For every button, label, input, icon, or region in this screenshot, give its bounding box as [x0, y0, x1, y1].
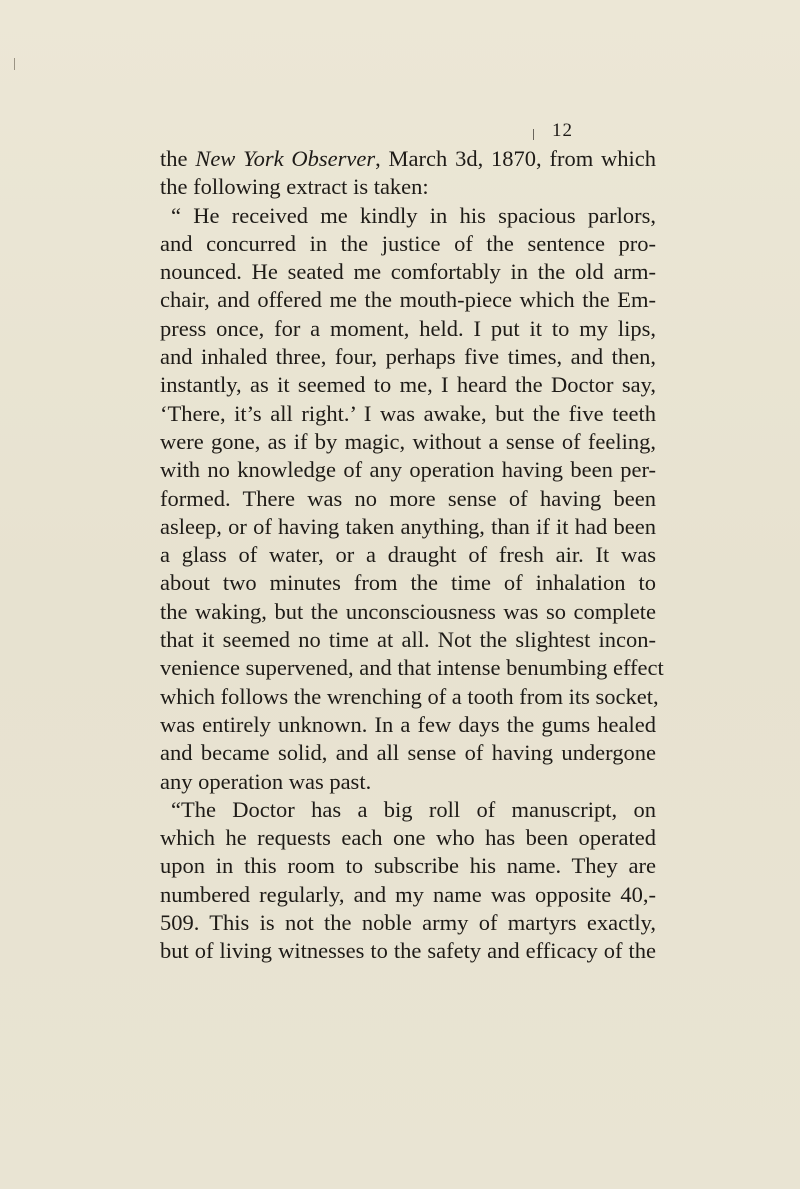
quote-line: asleep, or of having taken anything, than if it had been: [160, 513, 656, 539]
scan-mark: [533, 129, 534, 140]
quote-line: about two minutes from the time of inhalation to: [160, 570, 656, 596]
quote-line: any operation was past.: [160, 768, 372, 794]
quote-line: and became solid, and all sense of having undergone: [160, 740, 656, 766]
quote-line: that it seemed no time at all. Not the slightest incon-: [160, 627, 656, 653]
quote-line: chair, and offered me the mouth-piece which the Em-: [160, 287, 656, 313]
quote-line: ‘There, it’s all right.’ I was awake, but the five teeth: [160, 400, 656, 426]
body-text: [160, 145, 664, 966]
page-number: 12: [552, 120, 573, 141]
intro-text: the: [160, 146, 196, 171]
quote-line: was entirely unknown. In a few days the gums healed: [160, 711, 656, 737]
quote-line: the waking, but the unconsciousness was so complete: [160, 598, 656, 624]
quote-line: with no knowledge of any operation having been per-: [160, 457, 656, 483]
quote-line: and inhaled three, four, perhaps five times, and then,: [160, 344, 656, 370]
quote-line: press once, for a moment, held. I put it to my lips,: [160, 315, 656, 341]
intro-text: , March 3d, 1870, from which: [375, 146, 656, 171]
quote-line: and concurred in the justice of the sentence pro-: [160, 230, 656, 256]
second-paragraph-line: 509. This is not the noble army of martyrs exactly,: [160, 910, 656, 936]
second-paragraph-line: which he requests each one who has been operated: [160, 825, 656, 851]
intro-line: [160, 145, 656, 173]
quote-line: nounced. He seated me comfortably in the old arm-: [160, 259, 656, 285]
quote-line: “ He received me kindly in his spacious parlors,: [171, 202, 656, 228]
second-paragraph-line: numbered regularly, and my name was opposite 40,-: [160, 881, 656, 907]
scan-mark: [14, 58, 15, 70]
intro-line: the following extract is taken:: [160, 174, 429, 200]
quote-line: were gone, as if by magic, without a sense of feeling,: [160, 428, 656, 454]
quote-line: formed. There was no more sense of having been: [160, 485, 656, 511]
second-paragraph-line: “The Doctor has a big roll of manuscript, on: [171, 796, 656, 822]
quote-line: venience supervened, and that intense benumbing effect: [160, 655, 664, 681]
publication-title: New York Observer: [195, 146, 376, 171]
quote-line: a glass of water, or a draught of fresh air. It was: [160, 542, 656, 568]
second-paragraph-line: but of living witnesses to the safety and efficacy of the: [160, 938, 656, 964]
second-paragraph-line: upon in this room to subscribe his name. They are: [160, 853, 656, 879]
quote-line: which follows the wrenching of a tooth from its socket,: [160, 683, 659, 709]
quote-line: instantly, as it seemed to me, I heard the Doctor say,: [160, 372, 656, 398]
